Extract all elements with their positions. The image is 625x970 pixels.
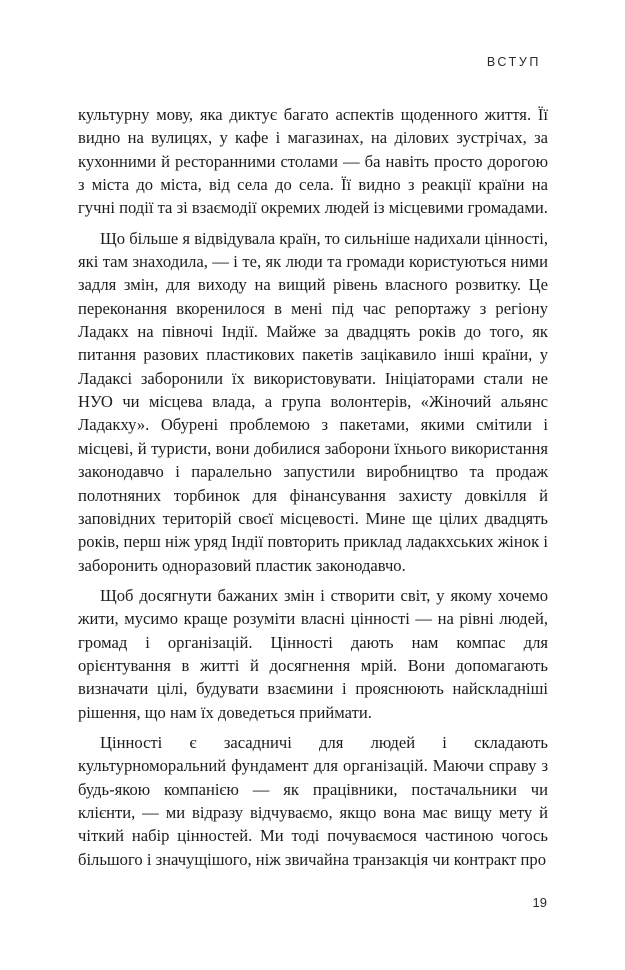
paragraph-1: культурну мову, яка диктує багато аспектів щоденного життя. Її видно на вулицях, у кафе і магазинах, на ділових зустрічах, за кухонними й ресторанними столами — ба навіть просто дорогою з міста до міста, від села до села. Її видно з реакції країни на гучні події та зі взаємодії окремих людей із місцевими громадами.	[78, 105, 548, 218]
paragraph-4: Цінності є засадничі для людей і складають культурноморальний фундамент для організацій. Маючи справу з будь-якою компанією — як працівники, постачальники чи клієнти, — ми відразу відчуваємо, якщо вона має вищу мету й чіткий набір цінностей. Ми тоді почуваємося частиною чогось більшого і значущішого, ніж звичайна транзакція чи контракт про	[78, 732, 548, 869]
paragraph-2: Що більше я відвідувала країн, то сильніше надихали цінності, які там знаходила, — і те, як люди та громади користуються ними задля змін, для виходу на вищий рівень власного розвитку. Це переконання вкоренилося в мені під час репортажу з регіону Ладакх на півночі Індії. Майже за двадцять років до того, як питання разових пластикових пакетів зацікавило інші країни, у Ладаксі заборонили їх використовувати. Ініціаторами стали не НУО чи місцева влада, а група волонтерів, «Жіночий альянс Ладакху». Обурені проблемою з пакетами, якими смітили і місцеві, й туристи, вони добилися заборони їхнього використання законодавчо і паралельно запустили виробництво та продаж полотняних торбинок для фінансування захисту довкілля й заповідних територій своєї місцевості. Мине ще цілих двадцять років, перш ніж уряд Індії повторить приклад ладакхських жінок і заборонить одноразовий пластик законодавчо.	[78, 228, 548, 575]
paragraph-3: Щоб досягнути бажаних змін і створити світ, у якому хочемо жити, мусимо краще розуміти власні цінності — на рівні людей, громад і організацій. Цінності дають нам компас для орієнтування в житті й досягнення мрій. Вони допомагають визначати цілі, будувати взаємини і прояснюють найскладніші рішення, що нам їх доведеться приймати.	[78, 585, 548, 722]
page-number: 19	[532, 895, 547, 910]
body-text	[78, 103, 548, 871]
running-header: ВСТУП	[486, 55, 541, 69]
